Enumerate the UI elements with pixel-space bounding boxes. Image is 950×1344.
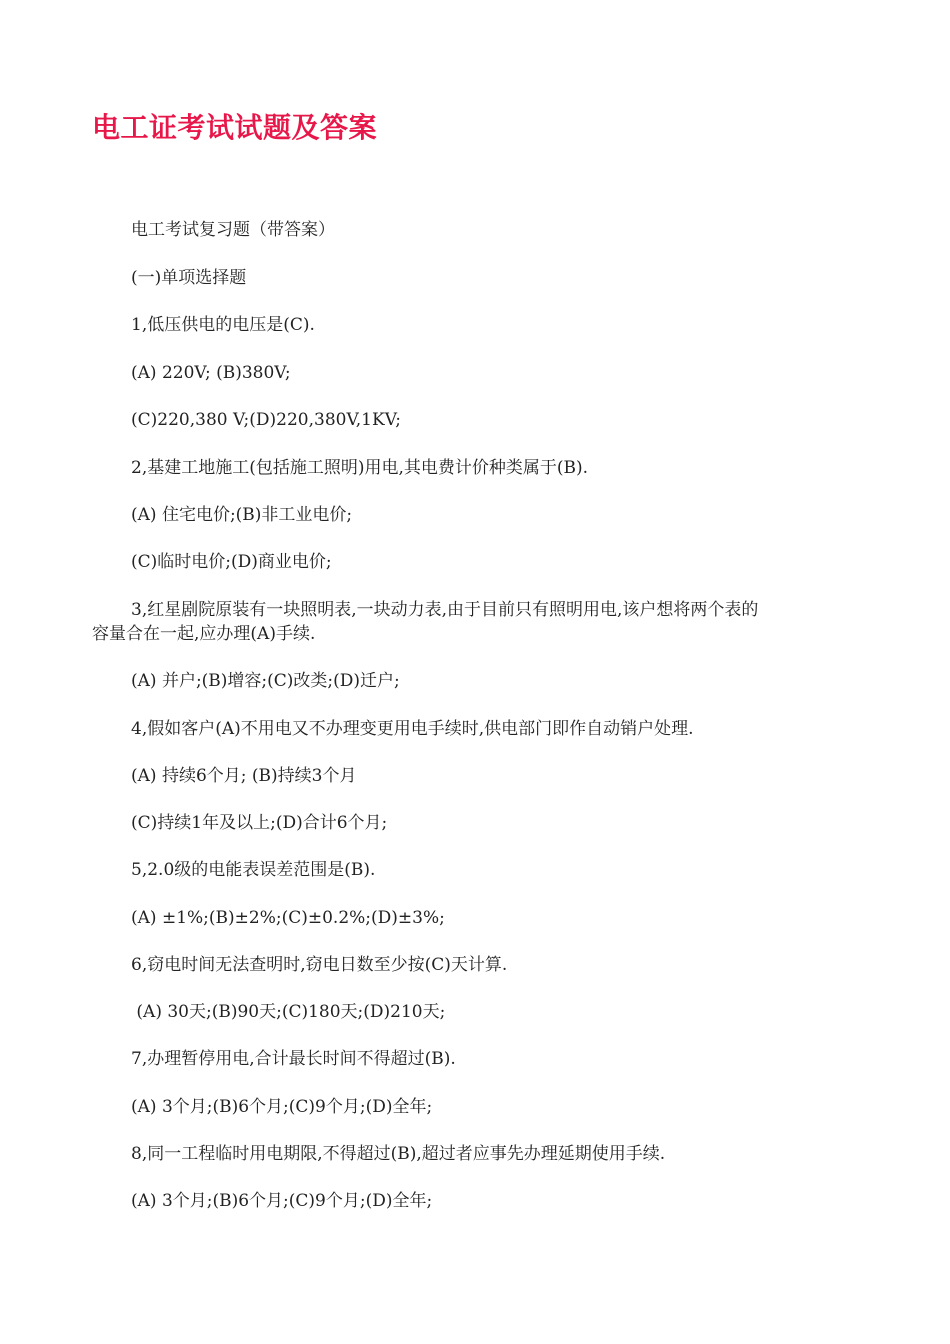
question-1: 1,低压供电的电压是(C). xyxy=(131,315,315,335)
question-3-line-1: 3,红星剧院原装有一块照明表,一块动力表,由于目前只有照明用电,该户想将两个表的 xyxy=(131,600,759,620)
question-1-options-a-b: (A) 220V; (B)380V; xyxy=(131,363,291,383)
question-1-options-c-d: (C)220,380 V;(D)220,380V,1KV; xyxy=(131,410,401,430)
question-5: 5,2.0级的电能表误差范围是(B). xyxy=(131,860,376,880)
question-2-options-c-d: (C)临时电价;(D)商业电价; xyxy=(131,552,332,572)
question-2-options-a-b: (A) 住宅电价;(B)非工业电价; xyxy=(131,505,353,525)
question-7: 7,办理暂停用电,合计最长时间不得超过(B). xyxy=(131,1049,456,1069)
section-heading: 电工考试复习题（带答案） xyxy=(131,220,335,240)
document-title: 电工证考试试题及答案 xyxy=(92,111,378,144)
question-6-options: (A) 30天;(B)90天;(C)180天;(D)210天; xyxy=(131,1002,446,1022)
question-7-options: (A) 3个月;(B)6个月;(C)9个月;(D)全年; xyxy=(131,1097,433,1117)
subsection-heading: (一)单项选择题 xyxy=(131,268,247,288)
question-2: 2,基建工地施工(包括施工照明)用电,其电费计价种类属于(B). xyxy=(131,458,589,478)
question-5-options: (A) ±1%;(B)±2%;(C)±0.2%;(D)±3%; xyxy=(131,908,445,928)
question-4-options-a-b: (A) 持续6个月; (B)持续3个月 xyxy=(131,766,357,786)
question-3-line-2: 容量合在一起,应办理(A)手续. xyxy=(92,624,316,644)
question-3-options: (A) 并户;(B)增容;(C)改类;(D)迁户; xyxy=(131,671,400,691)
question-4-options-c-d: (C)持续1年及以上;(D)合计6个月; xyxy=(131,813,388,833)
question-8-options: (A) 3个月;(B)6个月;(C)9个月;(D)全年; xyxy=(131,1191,433,1211)
question-6: 6,窃电时间无法查明时,窃电日数至少按(C)天计算. xyxy=(131,955,508,975)
question-4: 4,假如客户(A)不用电又不办理变更用电手续时,供电部门即作自动销户处理. xyxy=(131,719,694,739)
question-8: 8,同一工程临时用电期限,不得超过(B),超过者应事先办理延期使用手续. xyxy=(131,1144,666,1164)
